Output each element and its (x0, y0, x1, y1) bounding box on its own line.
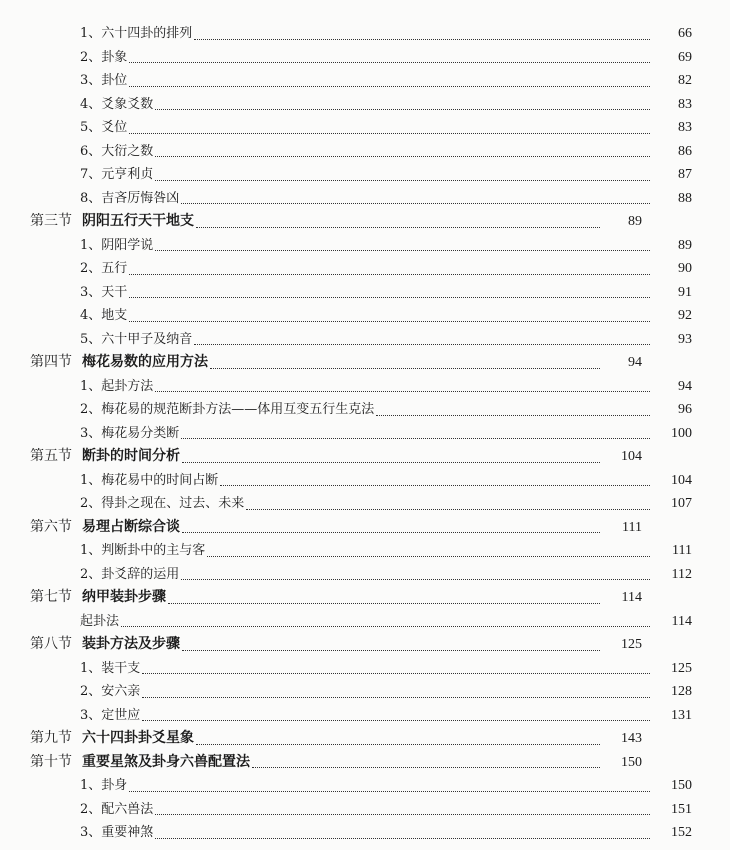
page-number: 150 (671, 778, 692, 793)
entry-number: 2、 (80, 801, 102, 817)
toc-item-row[interactable] (0, 140, 730, 163)
toc-item-row[interactable] (0, 257, 730, 280)
toc-item-row[interactable] (0, 328, 730, 351)
page-number: 90 (678, 261, 692, 276)
toc-section-row[interactable] (0, 516, 680, 539)
toc-item-row[interactable] (0, 798, 730, 821)
entry-number: 第八节 (30, 636, 72, 652)
toc-item-row[interactable] (0, 469, 730, 492)
toc-item-row[interactable] (0, 234, 730, 257)
entry-title: 装干支 (101, 660, 141, 676)
dot-leader (246, 508, 650, 510)
entry-number: 第三节 (30, 213, 72, 229)
toc-item-row[interactable] (0, 539, 730, 562)
entry-number: 第十节 (30, 753, 72, 770)
entry-title: 爻位 (101, 120, 128, 135)
entry-number: 2、 (80, 566, 102, 582)
entry-number: 8、 (80, 190, 102, 206)
toc-item-row[interactable] (0, 93, 730, 116)
entry-number: 3、 (80, 425, 102, 441)
entry-title: 卦位 (101, 73, 128, 88)
entry-title: 地支 (101, 308, 128, 323)
entry-title: 梅花易数的应用方法 (82, 354, 208, 370)
page-number: 82 (678, 73, 692, 88)
dot-leader (196, 743, 600, 745)
dot-leader (194, 343, 650, 345)
page-number: 94 (678, 378, 692, 394)
dot-leader (181, 578, 650, 580)
entry-number: 第六节 (30, 518, 72, 535)
page-number: 152 (671, 825, 692, 840)
dot-leader (121, 625, 650, 627)
dot-leader (168, 602, 600, 604)
dot-leader (129, 85, 650, 87)
dot-leader (155, 249, 650, 251)
toc-item-row[interactable] (0, 187, 730, 210)
page-number: 83 (678, 120, 692, 135)
toc-item-row[interactable] (0, 704, 730, 727)
entry-title: 六十甲子及纳音 (101, 331, 193, 347)
entry-number: 第四节 (30, 354, 72, 370)
page-number: 128 (671, 684, 692, 699)
entry-title: 判断卦中的主与客 (101, 543, 206, 558)
entry-number: 2、 (80, 496, 102, 511)
dot-leader (182, 531, 600, 533)
entry-title: 元亨利贞 (101, 167, 154, 182)
page-number: 111 (622, 519, 642, 535)
dot-leader (142, 672, 650, 674)
dot-leader (155, 813, 650, 815)
toc-item-row[interactable] (0, 116, 730, 139)
dot-leader (196, 226, 600, 228)
entry-number: 第五节 (30, 448, 72, 464)
entry-title: 断卦的时间分析 (82, 448, 180, 464)
entry-number: 1、 (80, 543, 102, 558)
toc-item-row[interactable] (0, 563, 730, 586)
toc-item-row[interactable] (0, 774, 730, 797)
toc-item-row[interactable] (0, 492, 730, 515)
page-number: 88 (678, 190, 692, 206)
entry-title: 六十四卦卦爻星象 (82, 730, 194, 746)
toc-item-row[interactable] (0, 398, 730, 421)
entry-number: 5、 (80, 120, 102, 135)
entry-title: 天干 (101, 284, 128, 300)
entry-number: 1、 (80, 778, 102, 793)
page-number: 66 (678, 26, 692, 41)
toc-item-row[interactable] (0, 375, 730, 398)
page-number: 93 (678, 331, 692, 347)
entry-number: 1、 (80, 660, 102, 676)
entry-number: 1、 (80, 26, 102, 41)
dot-leader (207, 555, 650, 557)
page-number: 125 (621, 637, 642, 652)
toc-item-row[interactable] (0, 422, 730, 445)
entry-number: 1、 (80, 237, 102, 253)
entry-number: 4、 (80, 308, 102, 323)
dot-leader (181, 202, 650, 204)
dot-leader (129, 132, 650, 134)
dot-leader (155, 390, 650, 392)
entry-title: 重要星煞及卦身六兽配置法 (82, 753, 250, 770)
toc-section-row[interactable] (0, 586, 680, 609)
dot-leader (155, 179, 650, 181)
page-number: 104 (671, 472, 692, 488)
dot-leader (220, 484, 650, 486)
entry-title: 五行 (101, 261, 128, 276)
entry-number: 2、 (80, 49, 102, 65)
entry-number: 5、 (80, 331, 102, 347)
page-number: 87 (678, 167, 692, 182)
page-number: 112 (671, 566, 692, 582)
entry-number: 2、 (80, 684, 102, 699)
dot-leader (210, 367, 600, 369)
entry-title: 卦爻辞的运用 (101, 566, 180, 582)
toc-item-row[interactable] (0, 281, 730, 304)
page-number: 151 (671, 801, 692, 817)
page-number: 143 (621, 731, 642, 746)
page-number: 96 (678, 402, 692, 417)
entry-title: 纳甲装卦步骤 (82, 589, 166, 605)
toc-section-row[interactable] (0, 727, 680, 750)
entry-title: 爻象爻数 (101, 96, 154, 112)
entry-title: 大衍之数 (101, 143, 154, 159)
page-number: 89 (628, 214, 642, 229)
toc-section-row[interactable] (0, 633, 680, 656)
toc-item-row[interactable] (0, 46, 730, 69)
page-number: 111 (672, 543, 692, 558)
entry-number: 2、 (80, 402, 102, 417)
toc-section-row[interactable] (0, 445, 680, 468)
toc-item-row[interactable] (0, 22, 730, 45)
page-number: 125 (671, 660, 692, 676)
toc-item-row[interactable] (0, 657, 730, 680)
dot-leader (129, 790, 650, 792)
dot-leader (376, 414, 650, 416)
entry-number: 6、 (80, 143, 102, 159)
dot-leader (182, 461, 600, 463)
page-number: 92 (678, 308, 692, 323)
toc-item-row[interactable] (0, 163, 730, 186)
entry-title: 得卦之现在、过去、未来 (101, 496, 245, 511)
toc-item-row[interactable] (0, 304, 730, 327)
page-number: 114 (671, 613, 692, 629)
page-number: 89 (678, 237, 692, 253)
toc-section-row[interactable] (0, 210, 680, 233)
page-number: 100 (671, 425, 692, 441)
dot-leader (142, 719, 650, 721)
toc-section-row[interactable] (0, 351, 680, 374)
entry-title: 配六兽法 (101, 801, 154, 817)
entry-number: 3、 (80, 284, 102, 300)
entry-title: 装卦方法及步骤 (82, 636, 180, 652)
dot-leader (194, 38, 650, 40)
entry-title: 吉吝厉悔咎凶 (101, 190, 180, 206)
dot-leader (181, 437, 650, 439)
toc-item-row[interactable] (0, 610, 730, 633)
page-number: 83 (678, 96, 692, 112)
entry-title: 阴阳学说 (101, 237, 154, 253)
entry-title: 易理占断综合谈 (82, 518, 180, 535)
entry-title: 重要神煞 (101, 825, 154, 840)
page-number: 150 (621, 754, 642, 770)
page-number: 131 (671, 707, 692, 723)
dot-leader (129, 320, 650, 322)
entry-title: 阴阳五行天干地支 (82, 213, 194, 229)
entry-number: 第七节 (30, 589, 72, 605)
dot-leader (155, 108, 650, 110)
entry-title: 起卦法 (80, 613, 120, 629)
entry-number: 3、 (80, 825, 102, 840)
toc-item-row[interactable] (0, 821, 730, 844)
page-number: 94 (628, 355, 642, 370)
page-number: 86 (678, 143, 692, 159)
dot-leader (155, 837, 650, 839)
entry-number: 1、 (80, 378, 102, 394)
entry-number: 3、 (80, 73, 102, 88)
dot-leader (129, 296, 650, 298)
page-number: 104 (621, 449, 642, 464)
entry-title: 六十四卦的排列 (101, 26, 193, 41)
entry-number: 2、 (80, 261, 102, 276)
page-number: 107 (671, 496, 692, 511)
entry-number: 1、 (80, 472, 102, 488)
entry-title: 定世应 (101, 707, 141, 723)
entry-title: 起卦方法 (101, 378, 154, 394)
toc-item-row[interactable] (0, 69, 730, 92)
dot-leader (142, 696, 650, 698)
toc-section-row[interactable] (0, 751, 680, 774)
dot-leader (155, 155, 650, 157)
entry-number: 4、 (80, 96, 102, 112)
entry-title: 卦身 (101, 778, 128, 793)
entry-title: 卦象 (101, 49, 128, 65)
toc-item-row[interactable] (0, 680, 730, 703)
page-number: 114 (621, 590, 642, 605)
entry-title: 梅花易中的时间占断 (101, 472, 219, 488)
entry-title: 梅花易分类断 (101, 425, 180, 441)
entry-number: 第九节 (30, 730, 72, 746)
entry-title: 梅花易的规范断卦方法——体用互变五行生克法 (101, 402, 375, 417)
page-number: 91 (678, 284, 692, 300)
dot-leader (129, 273, 650, 275)
entry-title: 安六亲 (101, 684, 141, 699)
dot-leader (252, 766, 600, 768)
dot-leader (129, 61, 650, 63)
page-number: 69 (678, 49, 692, 65)
entry-number: 3、 (80, 707, 102, 723)
entry-number: 7、 (80, 167, 102, 182)
dot-leader (182, 649, 600, 651)
